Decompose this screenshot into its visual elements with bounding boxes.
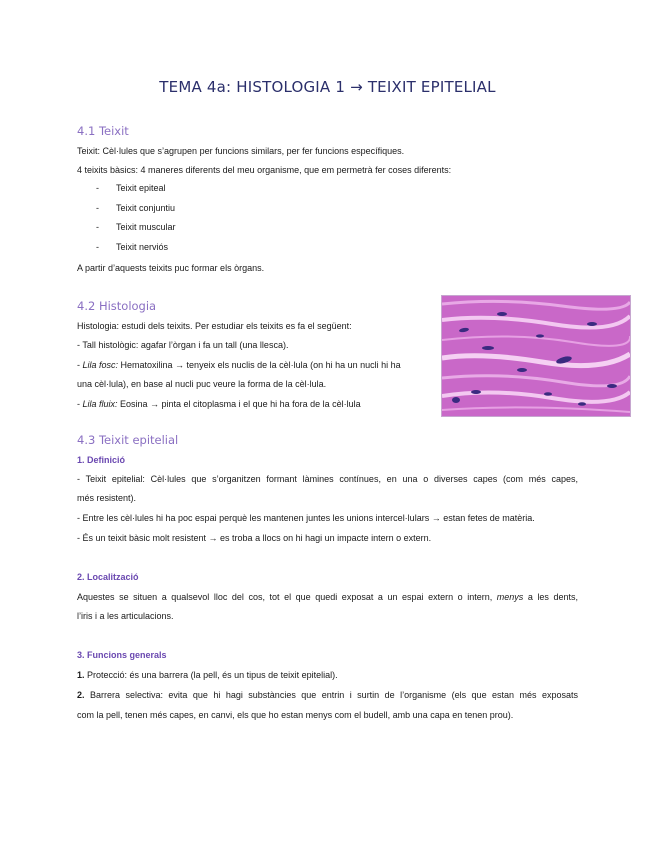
list-item-muscular: Teixit muscular — [116, 222, 176, 232]
histology-micrograph-image — [441, 295, 631, 417]
bullet-dash: - — [96, 203, 99, 213]
subheading-localitzacio: 2. Localització — [77, 572, 139, 582]
menys-emphasis: menys — [496, 592, 524, 602]
definicio-line-1: - Teixit epitelial: Cèl·lules que s’organitzen formant làmines contínues, en una o diverses capes (com més capes, — [77, 474, 578, 484]
localitzacio-line-2: l’iris i a les articulacions. — [77, 611, 174, 621]
definicio-line-4: - És un teixit bàsic molt resistent → es troba a llocs on hi hagi un impacte intern o extern. — [77, 533, 432, 543]
funcio-proteccio: 1. Protecció: és una barrera (la pell, és un tipus de teixit epitelial). — [77, 670, 338, 680]
list-item-nervios: Teixit nerviós — [116, 242, 169, 252]
subheading-funcions: 3. Funcions generals — [77, 650, 167, 660]
lila-fosc-line: - Lila fosc: Hematoxilina → tenyeix els nuclis de la cèl·lula (on hi ha un nucli hi ha — [77, 360, 401, 370]
bullet-dash: - — [96, 222, 99, 232]
teixit-definition: Teixit: Cèl·lules que s’agrupen per funcions similars, per fer funcions específiques. — [77, 146, 405, 156]
teixits-basics-intro: 4 teixits bàsics: 4 maneres diferents del meu organisme, que em permetrà fer coses diferents: — [77, 165, 452, 175]
list-item-epiteal: Teixit epiteal — [116, 183, 166, 193]
localitzacio-line-1: Aquestes se situen a qualsevol lloc del cos, tot el que quedi exposat a un espai extern o intern, menys a les dents, — [77, 592, 578, 602]
histologia-definition: Histologia: estudi dels teixits. Per estudiar els teixits es fa el següent: — [77, 321, 352, 331]
list-item-conjuntiu: Teixit conjuntiu — [116, 203, 176, 213]
bullet-dash: - — [96, 242, 99, 252]
definicio-line-3: - Entre les cèl·lules hi ha poc espai perquè les mantenen juntes les unions intercel·lulars → estan fetes de matèria. — [77, 513, 535, 523]
organs-text: A partir d’aquests teixits puc formar els òrgans. — [77, 263, 265, 273]
bullet-dash: - — [96, 183, 99, 193]
funcio-barrera-line-1: 2. Barrera selectiva: evita que hi hagi substàncies que entrin i surtin de l’organisme (els que estan més exposats — [77, 690, 578, 700]
nucli-line: una cèl·lula), en base al nucli puc veure la forma de la cèl·lula. — [77, 379, 327, 389]
subheading-definicio: 1. Definició — [77, 455, 126, 465]
tall-histologic: - Tall histològic: agafar l’òrgan i fa un tall (una llesca). — [77, 340, 289, 350]
definicio-line-2: més resistent). — [77, 493, 137, 503]
section-heading-teixit-epitelial: 4.3 Teixit epitelial — [77, 433, 179, 447]
lila-fluix-label: Lila fluix: — [82, 399, 118, 409]
lila-fluix-line: - Lila fluix: Eosina → pinta el citoplasma i el que hi ha fora de la cèl·lula — [77, 399, 361, 409]
section-heading-teixit: 4.1 Teixit — [77, 124, 129, 138]
lila-fosc-label: Lila fosc: — [82, 360, 119, 370]
section-heading-histologia: 4.2 Histologia — [77, 299, 157, 313]
funcio-barrera-line-2: com la pell, tenen més capes, en canvi, els que ho estan menys com el budell, amb una capa en tenen prou). — [77, 710, 514, 720]
page-title: TEMA 4a: HISTOLOGIA 1 → TEIXIT EPITELIAL — [159, 78, 496, 96]
